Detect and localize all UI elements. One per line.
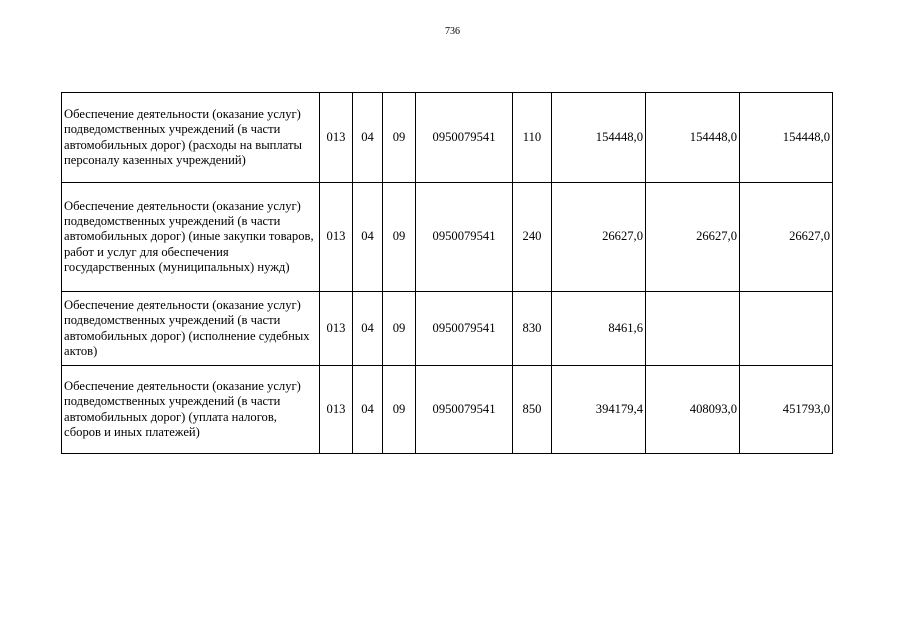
ministry-code: 013 [320, 292, 353, 366]
amount-3: 154448,0 [740, 93, 833, 183]
target-article-code: 0950079541 [416, 292, 513, 366]
amount-2 [646, 292, 740, 366]
ministry-code: 013 [320, 183, 353, 292]
amount-1: 394179,4 [552, 366, 646, 454]
section-code: 04 [353, 93, 383, 183]
subsection-code: 09 [383, 366, 416, 454]
expense-type-code: 850 [513, 366, 552, 454]
expense-type-code: 830 [513, 292, 552, 366]
subsection-code: 09 [383, 93, 416, 183]
ministry-code: 013 [320, 93, 353, 183]
table-row [62, 292, 833, 366]
amount-1: 8461,6 [552, 292, 646, 366]
table-row [62, 366, 833, 454]
row-description: Обеспечение деятельности (оказание услуг) подведомственных учреждений (в части автомобильных дорог) (иные закупки товаров, работ и услуг для обеспечения государственных (муниципальных) нужд) [62, 183, 320, 292]
amount-3 [740, 292, 833, 366]
section-code: 04 [353, 366, 383, 454]
table-row [62, 93, 833, 183]
subsection-code: 09 [383, 292, 416, 366]
amount-2: 26627,0 [646, 183, 740, 292]
target-article-code: 0950079541 [416, 183, 513, 292]
amount-2: 408093,0 [646, 366, 740, 454]
section-code: 04 [353, 292, 383, 366]
row-description: Обеспечение деятельности (оказание услуг) подведомственных учреждений (в части автомобильных дорог) (уплата налогов, сборов и иных платежей) [62, 366, 320, 454]
amount-1: 26627,0 [552, 183, 646, 292]
amount-1: 154448,0 [552, 93, 646, 183]
section-code: 04 [353, 183, 383, 292]
expense-type-code: 110 [513, 93, 552, 183]
page-number: 736 [445, 26, 460, 37]
target-article-code: 0950079541 [416, 93, 513, 183]
subsection-code: 09 [383, 183, 416, 292]
target-article-code: 0950079541 [416, 366, 513, 454]
row-description: Обеспечение деятельности (оказание услуг) подведомственных учреждений (в части автомобильных дорог) (исполнение судебных актов) [62, 292, 320, 366]
table-row [62, 183, 833, 292]
row-description: Обеспечение деятельности (оказание услуг) подведомственных учреждений (в части автомобильных дорог) (расходы на выплаты персоналу казенных учреждений) [62, 93, 320, 183]
amount-2: 154448,0 [646, 93, 740, 183]
amount-3: 451793,0 [740, 366, 833, 454]
expense-type-code: 240 [513, 183, 552, 292]
budget-table [61, 92, 833, 454]
ministry-code: 013 [320, 366, 353, 454]
amount-3: 26627,0 [740, 183, 833, 292]
